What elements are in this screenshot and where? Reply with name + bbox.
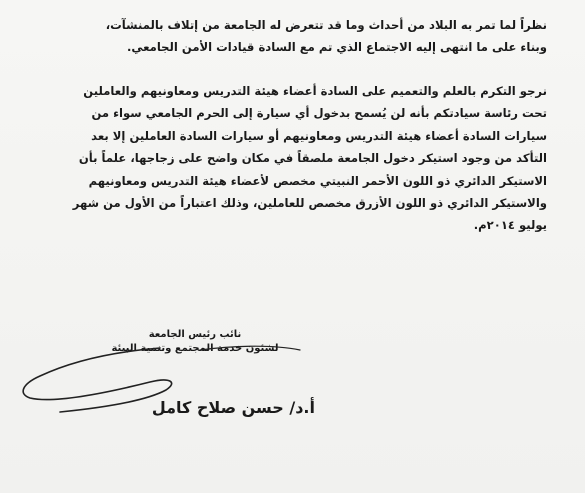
signer-name: أ.د/ حسن صلاح كامل: [151, 398, 315, 417]
signer-title: [95, 328, 295, 356]
text-line: تحت رئاسة سيادتكم بأنه لن يُسمح بدخول أي سيارة إلى الحرم الجامعي سواء من: [91, 106, 547, 121]
signer-title-line2: لشئون خدمة المجتمع وتنمية البيئة: [111, 343, 279, 354]
text-line: والاستيكر الدائري ذو اللون الأزرق مخصص للعاملين، وذلك اعتباراً من الأول من شهر: [72, 196, 547, 211]
text-line: الاستيكر الدائري ذو اللون الأحمر النبيتي مخصص لأعضاء هيئة التدريس ومعاونيهم: [88, 173, 547, 188]
text-line: نرجو التكرم بالعلم والتعميم على السادة أعضاء هيئة التدريس ومعاونيهم والعاملين: [83, 84, 547, 98]
paragraph-intro: [27, 14, 547, 59]
text-line: التأكد من وجود استيكر دخول الجامعة ملصقاً في مكان واضح على زجاجها، علماً بأن: [78, 151, 547, 166]
signer-title-line1: نائب رئيس الجامعة: [148, 329, 242, 340]
paragraph-body: [27, 80, 547, 237]
text-line: سيارات السادة أعضاء هيئة التدريس ومعاونيهم أو سيارات السادة العاملين إلا بعد: [91, 128, 547, 143]
text-line: نظراً لما تمر به البلاد من أحداث وما قد تتعرض له الجامعة من إتلاف بالمنشآت،: [105, 18, 547, 32]
text-line: يوليو ٢٠١٤م.: [473, 218, 547, 233]
text-line: وبناء على ما انتهى إليه الاجتماع الذي تم مع السادة قيادات الأمن الجامعي.: [126, 40, 547, 55]
